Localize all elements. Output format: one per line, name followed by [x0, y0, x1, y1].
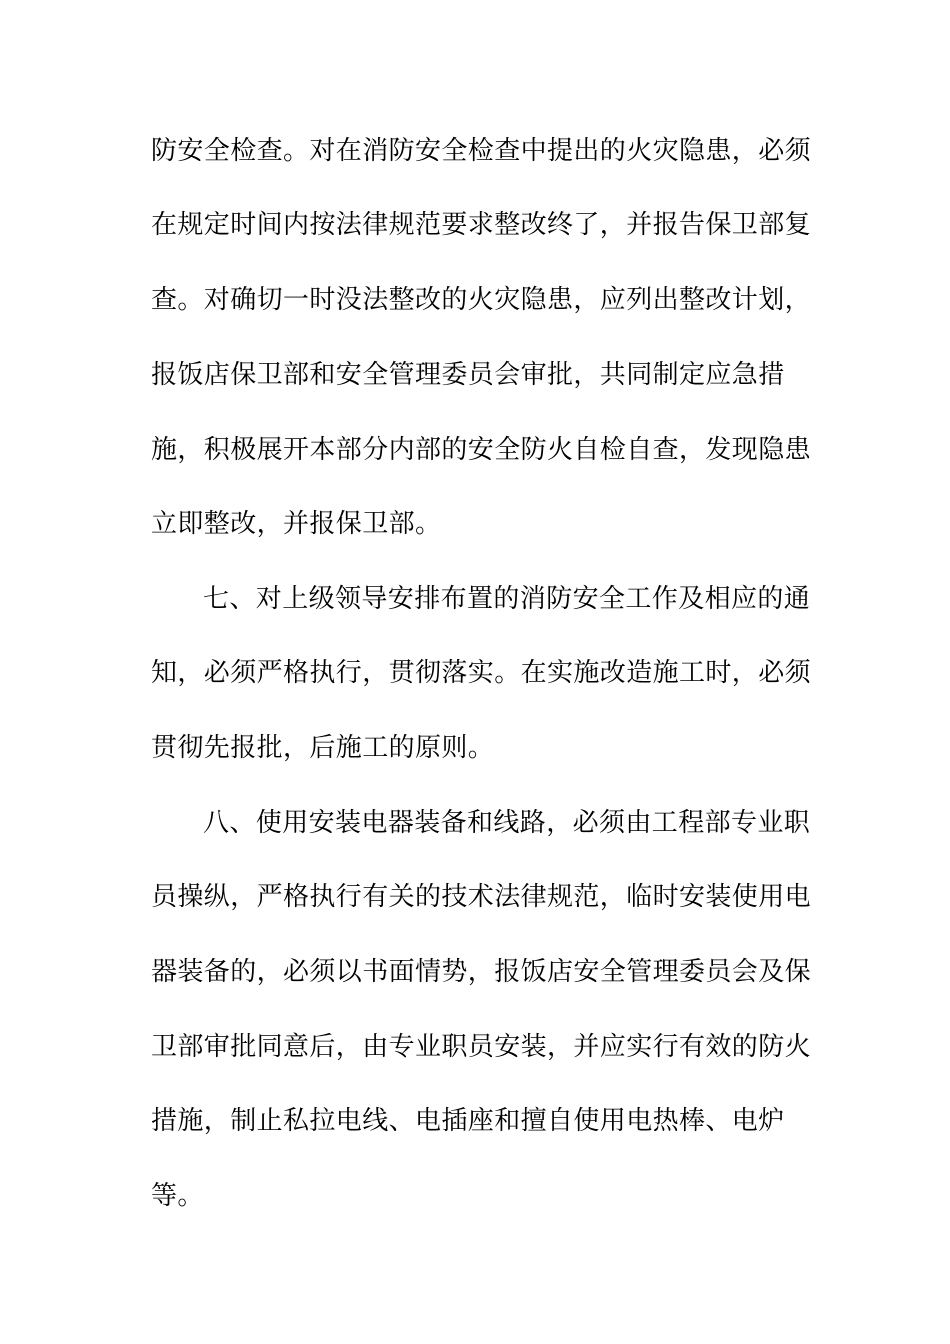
- text-line-6: 立即整改，并报保卫部。: [151, 509, 442, 539]
- paragraph-eight-line-1: 八、使用安装电器装备和线路，必须由工程部专业职: [203, 808, 811, 838]
- paragraph-seven-line-3: 贯彻先报批，后施工的原则。: [151, 733, 495, 763]
- text-line-3: 查。对确切一时没法整改的火灾隐患，应列出整改计划，: [151, 285, 812, 315]
- paragraph-eight-line-4: 卫部审批同意后，由专业职员安装，并应实行有效的防火: [151, 1032, 812, 1062]
- paragraph-eight-line-3: 器装备的，必须以书面情势，报饭店安全管理委员会及保: [151, 957, 812, 987]
- paragraph-eight-line-2: 员操纵，严格执行有关的技术法律规范，临时安装使用电: [151, 882, 812, 912]
- paragraph-seven-line-2: 知，必须严格执行，贯彻落实。在实施改造施工时，必须: [151, 658, 812, 688]
- text-line-1: 防安全检查。对在消防安全检查中提出的火灾隐患，必须: [151, 136, 812, 166]
- text-line-5: 施，积极展开本部分内部的安全防火自检自查，发现隐患: [151, 435, 812, 465]
- paragraph-eight-line-6: 等。: [151, 1181, 204, 1211]
- paragraph-seven-line-1: 七、对上级领导安排布置的消防安全工作及相应的通: [203, 584, 811, 614]
- text-line-2: 在规定时间内按法律规范要求整改终了，并报告保卫部复: [151, 210, 812, 240]
- paragraph-eight-line-5: 措施，制止私拉电线、电插座和擅自使用电热棒、电炉: [151, 1106, 785, 1136]
- text-line-4: 报饭店保卫部和安全管理委员会审批，共同制定应急措: [151, 360, 785, 390]
